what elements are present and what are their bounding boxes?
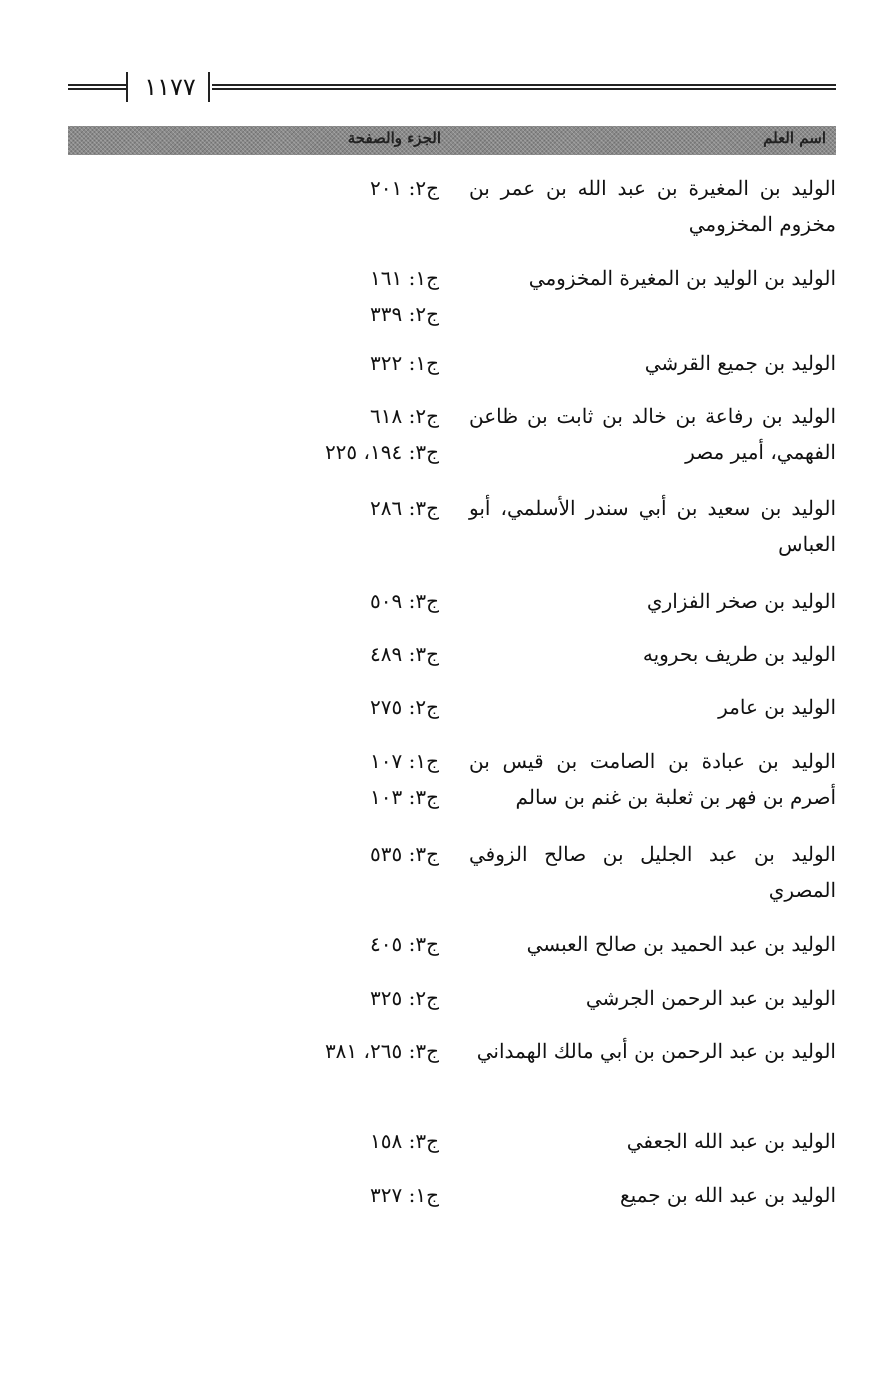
entry-refs	[370, 345, 439, 381]
entry-name: الوليد بن سعيد بن أبي سندر الأسلمي، أبو العباس	[469, 496, 836, 556]
volume-label: ج٣:	[408, 1129, 439, 1153]
entry-name: الوليد بن عامر	[718, 695, 836, 719]
volume-label: ج١:	[408, 351, 439, 375]
page-numbers: ٣٣٩	[369, 302, 403, 326]
entry-refs	[370, 926, 439, 962]
volume-label: ج٣:	[408, 642, 439, 666]
entry-name: الوليد بن صخر الفزاري	[646, 589, 836, 613]
entry-ref	[325, 398, 439, 434]
entry-refs	[370, 490, 439, 526]
volume-label: ج٢:	[408, 404, 439, 428]
entry-ref	[370, 836, 439, 872]
entry-refs	[370, 1177, 439, 1213]
volume-label: ج٢:	[408, 302, 439, 326]
entry-refs	[370, 170, 439, 206]
entry-refs	[370, 636, 439, 672]
entry-ref	[370, 636, 439, 672]
page-numbers: ٤٠٥	[369, 932, 403, 956]
page-numbers: ١٠٣	[369, 785, 403, 809]
column-header-name: اسم العلم	[763, 129, 826, 147]
entry-refs	[370, 689, 439, 725]
page-numbers: ٤٨٩	[369, 642, 403, 666]
entry-refs	[370, 1123, 439, 1159]
page-numbers: ٥٠٩	[369, 589, 403, 613]
volume-label: ج٣:	[408, 440, 439, 464]
entry-name: الوليد بن المغيرة بن عبد الله بن عمر بن مخزوم المخزومي	[469, 176, 836, 236]
page-numbers: ١٠٧	[369, 749, 403, 773]
entry-ref	[325, 434, 439, 470]
entry-refs	[370, 743, 439, 815]
entry-ref	[370, 296, 439, 332]
entry-name: الوليد بن عبد الله الجعفي	[626, 1129, 836, 1153]
entry-name: الوليد بن عبد الرحمن الجرشي	[585, 986, 836, 1010]
entry-ref	[370, 260, 439, 296]
page-numbers: ٢٧٥	[369, 695, 403, 719]
entry-refs	[370, 583, 439, 619]
entry-ref	[370, 345, 439, 381]
entry-ref	[370, 1177, 439, 1213]
page-numbers: ٣٢٧	[369, 1183, 403, 1207]
page-number: ١١٧٧	[144, 73, 196, 101]
entry-ref	[370, 583, 439, 619]
entry-name: الوليد بن عبد الرحمن بن أبي مالك الهمداني	[476, 1039, 836, 1063]
entry-name: الوليد بن رفاعة بن خالد بن ثابت بن ظاعن الفهمي، أمير مصر	[469, 404, 836, 464]
entry-ref	[370, 926, 439, 962]
page-numbers: ١٦١	[369, 266, 403, 290]
volume-label: ج١:	[408, 749, 439, 773]
entry-ref	[370, 779, 439, 815]
page-numbers: ١٥٨	[369, 1129, 403, 1153]
entry-refs	[370, 260, 439, 332]
volume-label: ج٣:	[408, 842, 439, 866]
entry-name: الوليد بن الوليد بن المغيرة المخزومي	[528, 266, 836, 290]
entry-refs	[370, 836, 439, 872]
entry-refs	[325, 1033, 439, 1069]
entry-ref	[370, 980, 439, 1016]
entry-ref	[370, 1123, 439, 1159]
page-numbers: ٢٦٥، ٣٨١	[324, 1039, 403, 1063]
page-numbers: ٢٨٦	[369, 496, 403, 520]
volume-label: ج١:	[408, 266, 439, 290]
page-numbers: ٦١٨	[369, 404, 403, 428]
entry-refs	[370, 980, 439, 1016]
entry-refs	[325, 398, 439, 470]
volume-label: ج٢:	[408, 986, 439, 1010]
entry-name: الوليد بن جميع القرشي	[644, 351, 836, 375]
volume-label: ج٣:	[408, 785, 439, 809]
entry-ref	[370, 170, 439, 206]
page-numbers: ٣٢٥	[369, 986, 403, 1010]
page-numbers: ٣٢٢	[369, 351, 403, 375]
page-numbers: ٥٣٥	[369, 842, 403, 866]
entry-ref	[370, 743, 439, 779]
entry-name: الوليد بن عبد الحميد بن صالح العبسي	[526, 932, 836, 956]
entry-name: الوليد بن طريف بحرويه	[642, 642, 836, 666]
volume-label: ج٢:	[408, 695, 439, 719]
entry-ref	[325, 1033, 439, 1069]
entry-ref	[370, 689, 439, 725]
page-numbers: ١٩٤، ٢٢٥	[324, 440, 403, 464]
entry-ref	[370, 490, 439, 526]
volume-label: ج١:	[408, 1183, 439, 1207]
entry-name: الوليد بن عبد الجليل بن صالح الزوفي المصري	[469, 842, 836, 902]
column-header-pages: الجزء والصفحة	[347, 129, 441, 147]
volume-label: ج٢:	[408, 176, 439, 200]
entry-name: الوليد بن عبادة بن الصامت بن قيس بن أصرم بن فهر بن ثعلبة بن غنم بن سالم	[469, 749, 836, 809]
entry-name: الوليد بن عبد الله بن جميع	[619, 1183, 836, 1207]
page-numbers: ٢٠١	[369, 176, 403, 200]
volume-label: ج٣:	[408, 589, 439, 613]
volume-label: ج٣:	[408, 932, 439, 956]
volume-label: ج٣:	[408, 1039, 439, 1063]
volume-label: ج٣:	[408, 496, 439, 520]
